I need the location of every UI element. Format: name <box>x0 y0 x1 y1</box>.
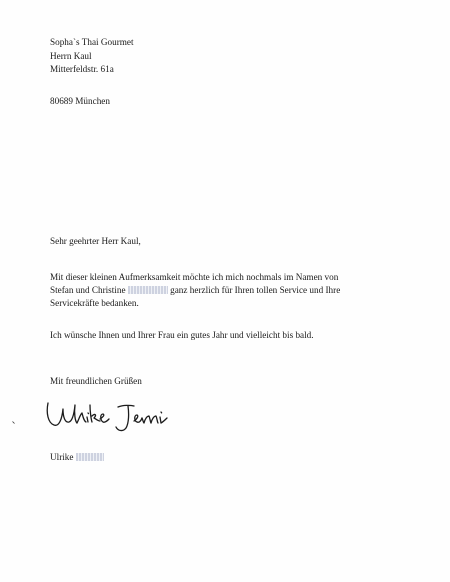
salutation: Sehr geehrter Herr Kaul, <box>50 236 141 246</box>
body-paragraph <box>50 271 340 309</box>
body-line-suffix: ganz herzlich für Ihren tollen Service und Ihre <box>170 284 341 295</box>
recipient-city: 80689 München <box>50 96 110 106</box>
recipient-address <box>50 36 134 77</box>
recipient-name: Herrn Kaul <box>50 50 92 61</box>
wish-paragraph: Ich wünsche Ihnen und Ihrer Frau ein gutes Jahr und vielleicht bis bald. <box>50 330 314 340</box>
closing-phrase: Mit freundlichen Grüßen <box>50 376 142 386</box>
body-line <box>50 284 340 297</box>
signer-name <box>50 452 104 462</box>
body-line: Servicekräfte bedanken. <box>50 297 139 308</box>
recipient-company: Sopha`s Thai Gourmet <box>50 37 134 47</box>
redacted-surname <box>128 286 168 294</box>
scan-speck <box>12 421 15 424</box>
handwritten-signature <box>44 397 174 437</box>
recipient-street: Mitterfeldstr. 61a <box>50 64 114 75</box>
redacted-signer-surname <box>76 453 104 461</box>
signer-first-name: Ulrike <box>50 452 74 462</box>
body-line-prefix: Stefan und Christine <box>50 284 126 295</box>
body-line: Mit dieser kleinen Aufmerksamkeit möchte ich mich nochmals im Namen von <box>50 272 339 282</box>
